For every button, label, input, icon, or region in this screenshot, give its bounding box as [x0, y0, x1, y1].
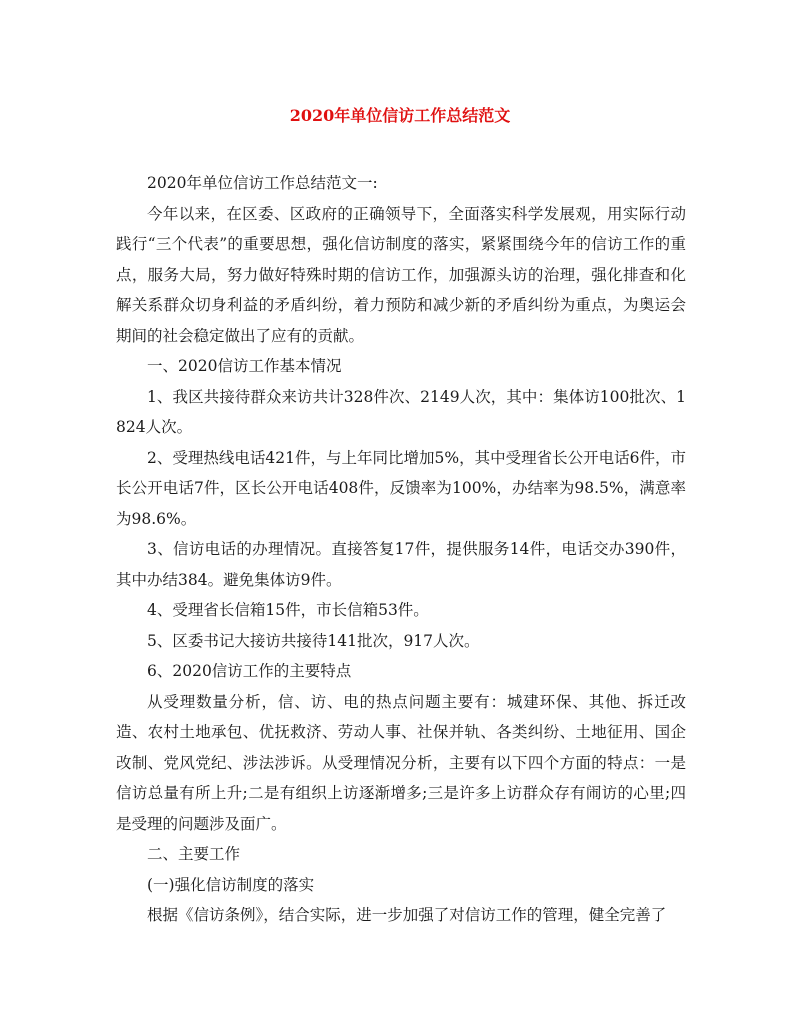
document-body — [116, 168, 686, 931]
subsection-heading-1: (一)强化信访制度的落实 — [147, 875, 315, 894]
section-heading-basic-situation: 一、2020信访工作基本情况 — [147, 357, 342, 375]
paragraph-item-3: 3、信访电话的办理情况。直接答复17件，提供服务14件，电话交办390件，其中办结384。避免集体访9件。 — [116, 540, 686, 589]
section-heading-main-work: 二、主要工作 — [147, 845, 241, 863]
paragraph-item-5: 5、区委书记大接访共接待141批次，917人次。 — [147, 631, 480, 650]
paragraph-item-6: 6、2020信访工作的主要特点 — [147, 662, 352, 680]
paragraph-overview: 今年以来，在区委、区政府的正确领导下，全面落实科学发展观，用实际行动践行“三个代表”的重要思想，强化信访制度的落实，紧紧围绕今年的信访工作的重点，服务大局，努力做好特殊时期的信访工作，加强源头访的治理，强化排查和化解关系群众切身利益的矛盾纠纷，着力预防和减少新的矛盾纠纷为重点，为奥运会期间的社会稳定做出了应有的贡献。 — [116, 204, 686, 345]
paragraph-heading-intro: 2020年单位信访工作总结范文一: — [147, 174, 378, 192]
paragraph-regulations: 根据《信访条例》，结合实际，进一步加强了对信访工作的管理，健全完善了 — [147, 906, 667, 924]
paragraph-item-4: 4、受理省长信箱15件，市长信箱53件。 — [147, 601, 429, 619]
paragraph-item-2: 2、受理热线电话421件，与上年同比增加5%，其中受理省长公开电话6件，市长公开电话7件，区长公开电话408件，反馈率为100%，办结率为98.5%，满意率为98.6%。 — [116, 448, 686, 528]
document-title: 2020年单位信访工作总结范文 — [289, 106, 511, 125]
paragraph-characteristics: 从受理数量分析，信、访、电的热点问题主要有：城建环保、其他、拆迁改造、农村土地承包、优抚救济、劳动人事、社保并轨、各类纠纷、土地征用、国企改制、党风党纪、涉法涉诉。从受理情况分析，主要有以下四个方面的特点：一是信访总量有所上升;二是有组织上访逐渐增多;三是许多上访群众存有闹访的心里;四是受理的问题涉及面广。 — [116, 692, 686, 833]
paragraph-item-1: 1、我区共接待群众来访共计328件次、2149人次，其中：集体访100批次、1824人次。 — [116, 387, 686, 436]
